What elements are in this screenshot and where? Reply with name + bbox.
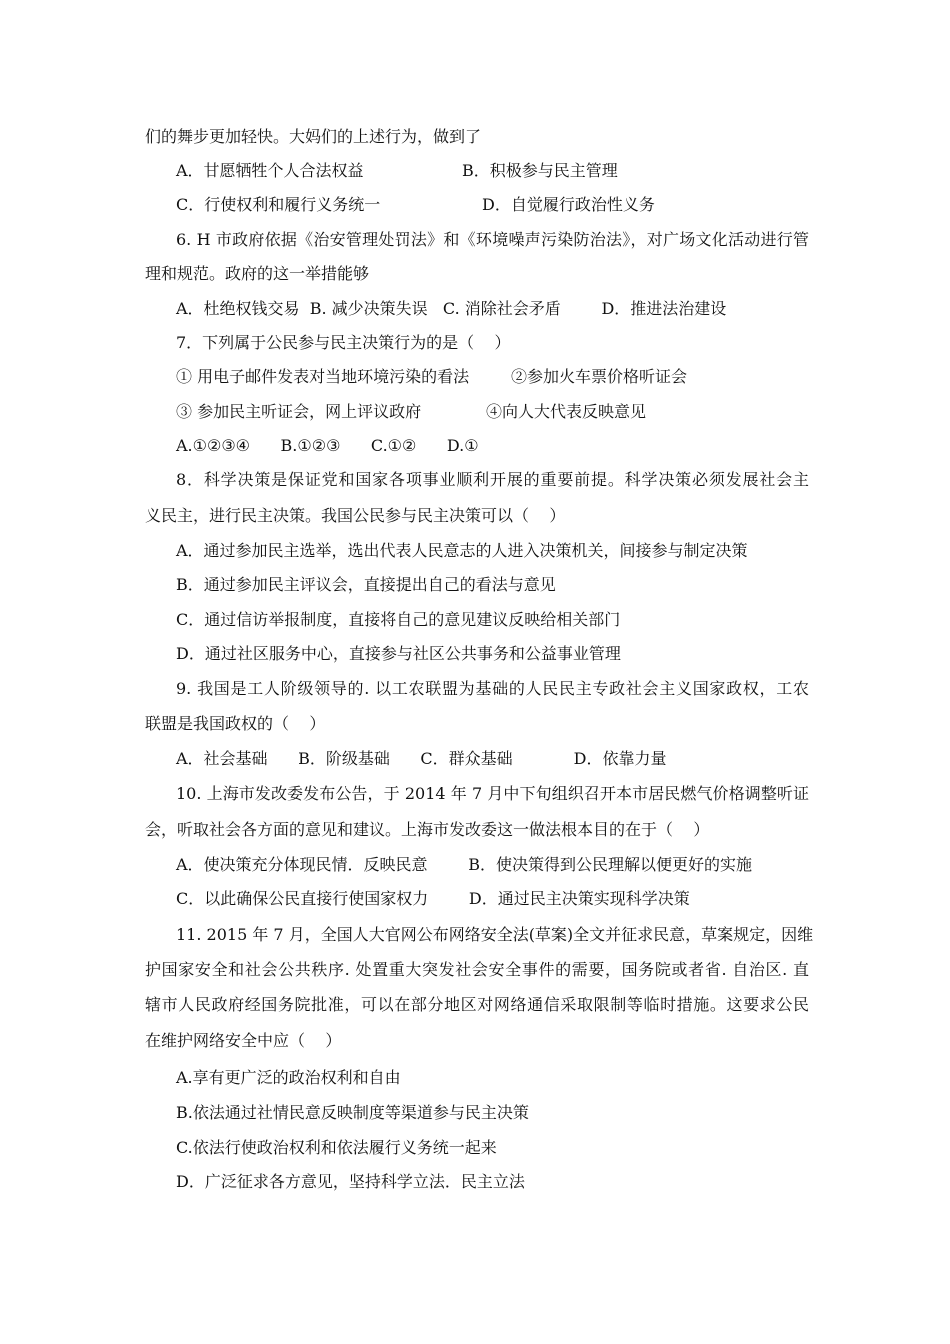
q11-stem-line3: 辖市人民政府经国务院批准，可以在部分地区对网络通信采取限制等临时措施。这要求公民 xyxy=(145,995,809,1014)
q11-stem-line4: 在维护网络安全中应（ ） xyxy=(145,1031,342,1050)
q7-item-3: ③ 参加民主听证会，网上评议政府 xyxy=(176,402,422,421)
q8-option-a: A．通过参加民主选举，选出代表人民意志的人进入决策机关，间接参与制定决策 xyxy=(176,541,748,560)
q5-option-b: B．积极参与民主管理 xyxy=(462,161,618,180)
q9-options: A．社会基础 B．阶级基础 C．群众基础 D．依靠力量 xyxy=(176,749,667,768)
q11-option-b: B.依法通过社情民意反映制度等渠道参与民主决策 xyxy=(176,1103,529,1122)
q7-item-1: ① 用电子邮件发表对当地环境污染的看法 xyxy=(176,367,470,386)
q6-stem-line2: 理和规范。政府的这一举措能够 xyxy=(145,264,370,283)
q7-stem: 7．下列属于公民参与民主决策行为的是（ ） xyxy=(176,333,511,352)
q6-stem-line1: 6. H 市政府依据《治安管理处罚法》和《环境噪声污染防治法》，对广场文化活动进行管 xyxy=(176,230,809,249)
q11-option-c: C.依法行使政治权利和依法履行义务统一起来 xyxy=(176,1138,497,1157)
q7-options: A.①②③④ B.①②③ C.①② D.① xyxy=(176,436,479,455)
q9-stem-line2: 联盟是我国政权的（ ） xyxy=(145,714,326,733)
q8-stem-line1: 8．科学决策是保证党和国家各项事业顺利开展的重要前提。科学决策必须发展社会主 xyxy=(176,470,809,489)
q6-options: A．杜绝权钱交易 B. 减少决策失误 C. 消除社会矛盾 D．推进法治建设 xyxy=(176,299,727,318)
q9-stem-line1: 9. 我国是工人阶级领导的. 以工农联盟为基础的人民民主专政社会主义国家政权，工农 xyxy=(176,679,809,698)
q11-stem-line2: 护国家安全和社会公共秩序. 处置重大突发社会安全事件的需要，国务院或者省. 自治区. 直 xyxy=(145,960,809,979)
q11-option-d: D．广泛征求各方意见，坚持科学立法．民主立法 xyxy=(176,1172,525,1191)
q10-stem-line1: 10. 上海市发改委发布公告，于 2014 年 7 月中下旬组织召开本市居民燃气价格调整听证 xyxy=(176,784,809,803)
q7-item-2: ②参加火车票价格听证会 xyxy=(511,367,688,386)
q11-stem-line1: 11. 2015 年 7 月，全国人大官网公布网络安全法(草案)全文并征求民意，草案规定，因维 xyxy=(176,925,814,944)
q7-item-4: ④向人大代表反映意见 xyxy=(486,402,647,421)
q8-option-d: D．通过社区服务中心，直接参与社区公共事务和公益事业管理 xyxy=(176,644,621,663)
q5-stem-tail: 们的舞步更加轻快。大妈们的上述行为，做到了 xyxy=(145,127,482,146)
q10-stem-line2: 会，听取社会各方面的意见和建议。上海市发改委这一做法根本目的在于（ ） xyxy=(145,820,710,839)
q10-options-cd: C．以此确保公民直接行使国家权力 D．通过民主决策实现科学决策 xyxy=(176,889,690,908)
q8-option-c: C．通过信访举报制度，直接将自己的意见建议反映给相关部门 xyxy=(176,610,621,629)
q8-option-b: B．通过参加民主评议会，直接提出自己的看法与意见 xyxy=(176,575,556,594)
q8-stem-line2: 义民主，进行民主决策。我国公民参与民主决策可以（ ） xyxy=(145,506,566,525)
q11-option-a: A.享有更广泛的政治权利和自由 xyxy=(176,1068,401,1087)
q10-options-ab: A．使决策充分体现民情．反映民意 B．使决策得到公民理解以便更好的实施 xyxy=(176,855,753,874)
q5-option-a: A．甘愿牺牲个人合法权益 xyxy=(176,161,364,180)
q5-option-c: C．行使权利和履行义务统一 xyxy=(176,195,381,214)
q5-option-d: D．自觉履行政治性义务 xyxy=(482,195,655,214)
